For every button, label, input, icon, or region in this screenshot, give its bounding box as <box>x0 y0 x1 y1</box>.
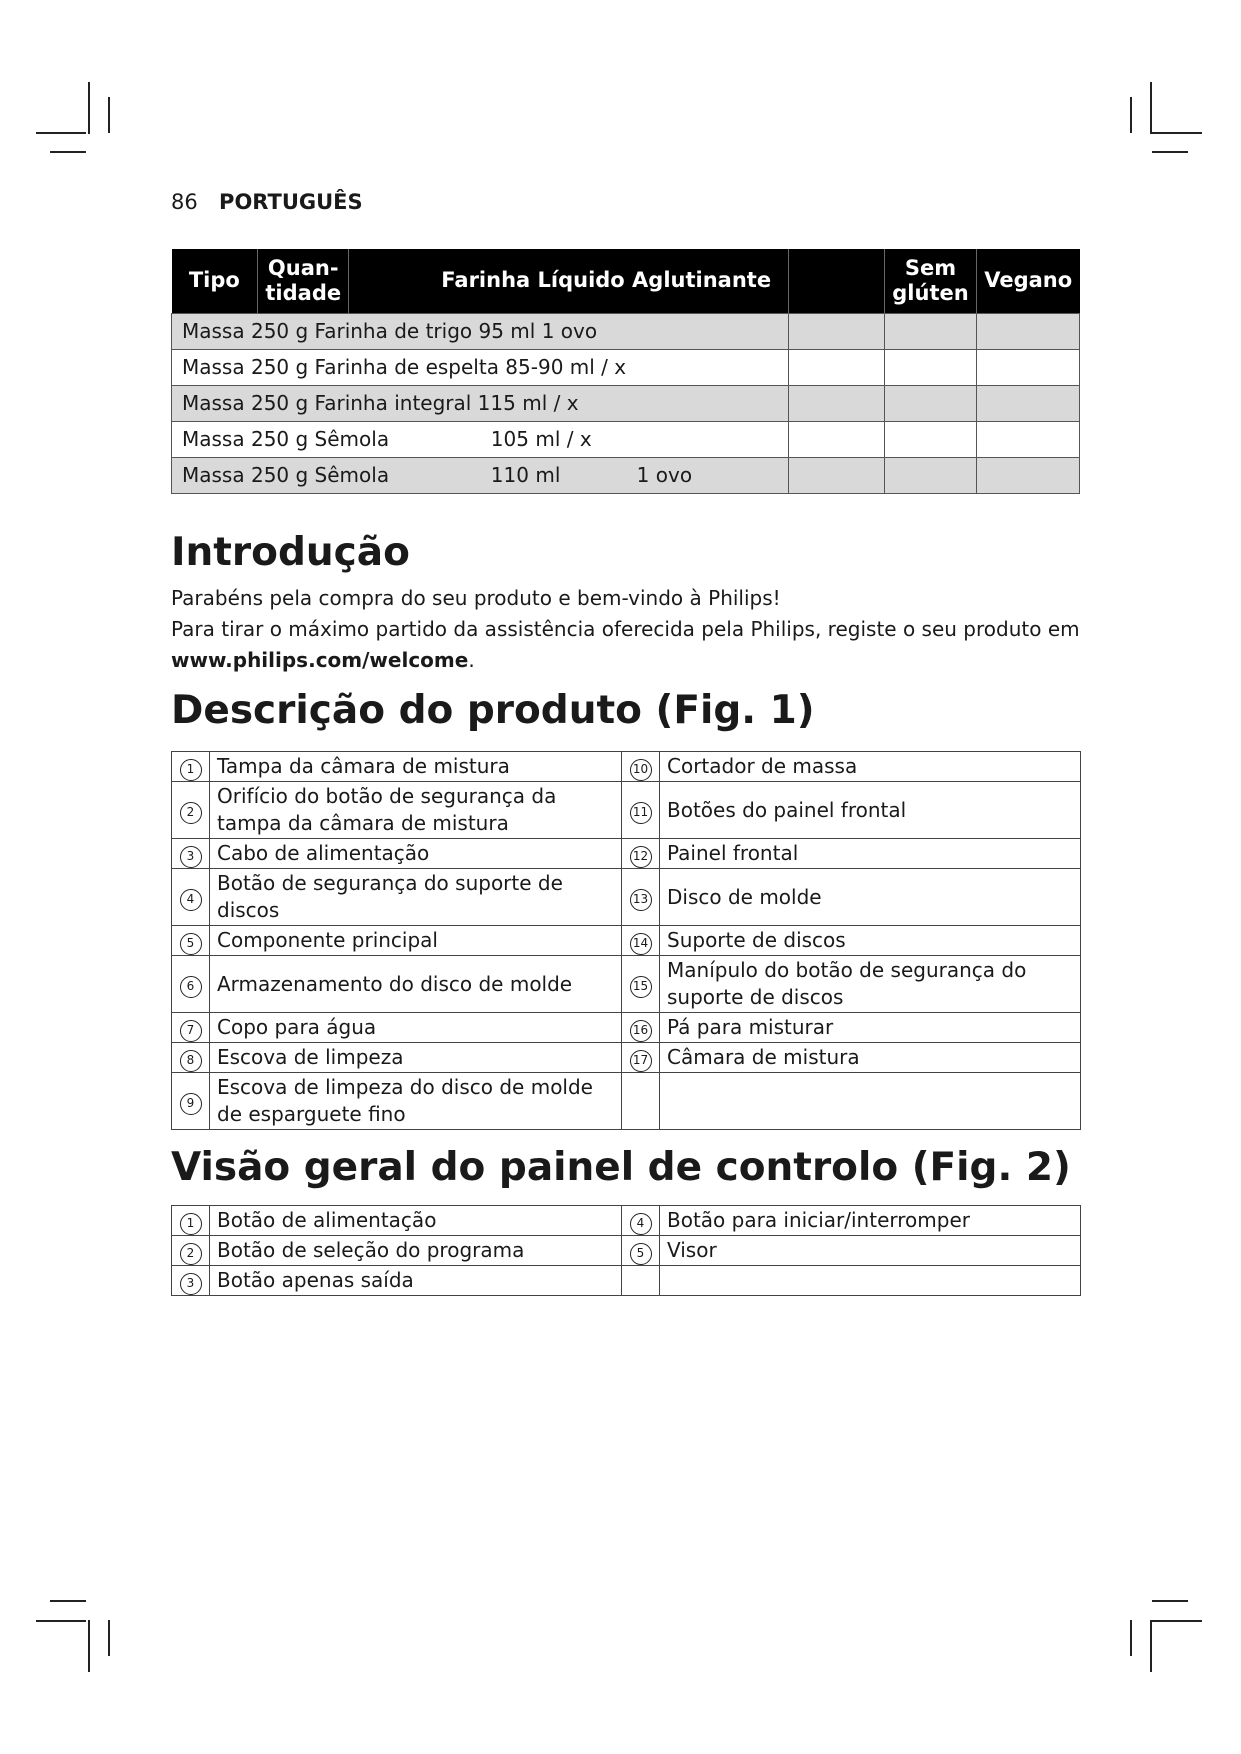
item-number: 1 <box>180 759 202 781</box>
item-label: Copo para água <box>210 1013 622 1043</box>
welcome-link[interactable]: www.philips.com/welcome <box>171 648 469 672</box>
item-number: 7 <box>180 1020 202 1042</box>
table-row <box>172 956 1081 1013</box>
crop-mark <box>50 151 86 153</box>
table-row <box>172 1206 1081 1236</box>
item-label: Botão para iniciar/interromper <box>660 1206 1081 1236</box>
item-label: Botões do painel frontal <box>660 782 1081 839</box>
table-row <box>172 869 1081 926</box>
item-label: Painel frontal <box>660 839 1081 869</box>
recipe-row-text: Massa 250 g Farinha de trigo 95 ml 1 ovo <box>172 313 789 349</box>
item-number: 4 <box>180 889 202 911</box>
crop-mark <box>108 1620 110 1656</box>
product-parts-table <box>171 751 1081 1130</box>
item-label: Suporte de discos <box>660 926 1081 956</box>
item-number: 13 <box>630 889 652 911</box>
item-number: 3 <box>180 1273 202 1295</box>
item-label: Disco de molde <box>660 869 1081 926</box>
item-label: Botão de seleção do programa <box>210 1236 622 1266</box>
table-row <box>172 1073 1081 1130</box>
recipe-row <box>172 457 1080 493</box>
table-row <box>172 926 1081 956</box>
table-row <box>172 1236 1081 1266</box>
recipe-header-row <box>172 249 1080 313</box>
crop-mark <box>1150 82 1152 134</box>
item-label: Cortador de massa <box>660 752 1081 782</box>
recipe-row <box>172 349 1080 385</box>
item-number: 1 <box>180 1213 202 1235</box>
page-header <box>171 190 363 214</box>
crop-mark <box>1152 1620 1202 1622</box>
item-number: 4 <box>630 1213 652 1235</box>
crop-mark <box>50 1600 86 1602</box>
crop-mark <box>1152 1600 1188 1602</box>
item-label: Orifício do botão de segurança da tampa da câmara de mistura <box>210 782 622 839</box>
item-number: 3 <box>180 846 202 868</box>
header-vegano: Vegano <box>976 249 1079 313</box>
crop-mark <box>1130 1620 1132 1656</box>
intro-title: Introdução <box>171 530 410 575</box>
crop-mark <box>1152 151 1188 153</box>
recipe-row <box>172 385 1080 421</box>
item-number: 2 <box>180 802 202 824</box>
item-number: 5 <box>630 1243 652 1265</box>
item-label: Escova de limpeza <box>210 1043 622 1073</box>
item-number: 16 <box>630 1020 652 1042</box>
language-label: PORTUGUÊS <box>219 190 363 214</box>
item-number: 2 <box>180 1243 202 1265</box>
header-farinha-liquido-aglutinante: Farinha Líquido Aglutinante <box>349 249 788 313</box>
table-row <box>172 1013 1081 1043</box>
crop-mark <box>88 1620 90 1672</box>
item-label: Componente principal <box>210 926 622 956</box>
intro-line-2: Para tirar o máximo partido da assistência oferecida pela Philips, registe o seu produto em <box>171 617 1080 641</box>
item-label: Câmara de mistura <box>660 1043 1081 1073</box>
recipe-table <box>171 249 1080 494</box>
item-number: 11 <box>630 802 652 824</box>
product-title: Descrição do produto (Fig. 1) <box>171 688 815 733</box>
item-number: 14 <box>630 933 652 955</box>
table-row <box>172 752 1081 782</box>
item-label: Botão de segurança do suporte de discos <box>210 869 622 926</box>
panel-title: Visão geral do painel de controlo (Fig. 2) <box>171 1145 1071 1190</box>
item-label: Botão apenas saída <box>210 1266 622 1296</box>
item-number: 15 <box>630 976 652 998</box>
intro-text <box>171 583 1081 676</box>
item-label: Manípulo do botão de segurança do suporte de discos <box>660 956 1081 1013</box>
crop-mark <box>1152 132 1202 134</box>
link-suffix: . <box>468 648 475 672</box>
item-label: Cabo de alimentação <box>210 839 622 869</box>
item-number: 10 <box>630 759 652 781</box>
crop-mark <box>88 82 90 134</box>
intro-line-1: Parabéns pela compra do seu produto e bem-vindo à Philips! <box>171 586 781 610</box>
item-label: Pá para misturar <box>660 1013 1081 1043</box>
control-panel-table <box>171 1205 1081 1296</box>
table-row <box>172 1043 1081 1073</box>
item-label: Botão de alimentação <box>210 1206 622 1236</box>
crop-mark <box>36 132 86 134</box>
header-tipo: Tipo <box>172 249 258 313</box>
item-label: Armazenamento do disco de molde <box>210 956 622 1013</box>
page-number: 86 <box>171 190 198 214</box>
header-blank <box>788 249 884 313</box>
item-label: Visor <box>660 1236 1081 1266</box>
recipe-row-text: Massa 250 g Sêmola 110 ml 1 ovo <box>172 457 789 493</box>
table-row <box>172 782 1081 839</box>
item-number: 12 <box>630 846 652 868</box>
table-row <box>172 1266 1081 1296</box>
item-number: 17 <box>630 1050 652 1072</box>
header-quantidade: Quan- tidade <box>258 249 349 313</box>
recipe-row <box>172 421 1080 457</box>
item-label: Escova de limpeza do disco de molde de esparguete fino <box>210 1073 622 1130</box>
recipe-row-text: Massa 250 g Farinha de espelta 85-90 ml / x <box>172 349 789 385</box>
header-sem-gluten: Sem glúten <box>885 249 977 313</box>
crop-mark <box>108 97 110 133</box>
crop-mark <box>36 1620 86 1622</box>
crop-mark <box>1150 1620 1152 1672</box>
item-number: 8 <box>180 1050 202 1072</box>
item-number: 9 <box>180 1093 202 1115</box>
recipe-row-text: Massa 250 g Sêmola 105 ml / x <box>172 421 789 457</box>
recipe-row <box>172 313 1080 349</box>
item-label: Tampa da câmara de mistura <box>210 752 622 782</box>
item-number: 5 <box>180 933 202 955</box>
table-row <box>172 839 1081 869</box>
crop-mark <box>1130 97 1132 133</box>
item-number: 6 <box>180 976 202 998</box>
recipe-row-text: Massa 250 g Farinha integral 115 ml / x <box>172 385 789 421</box>
